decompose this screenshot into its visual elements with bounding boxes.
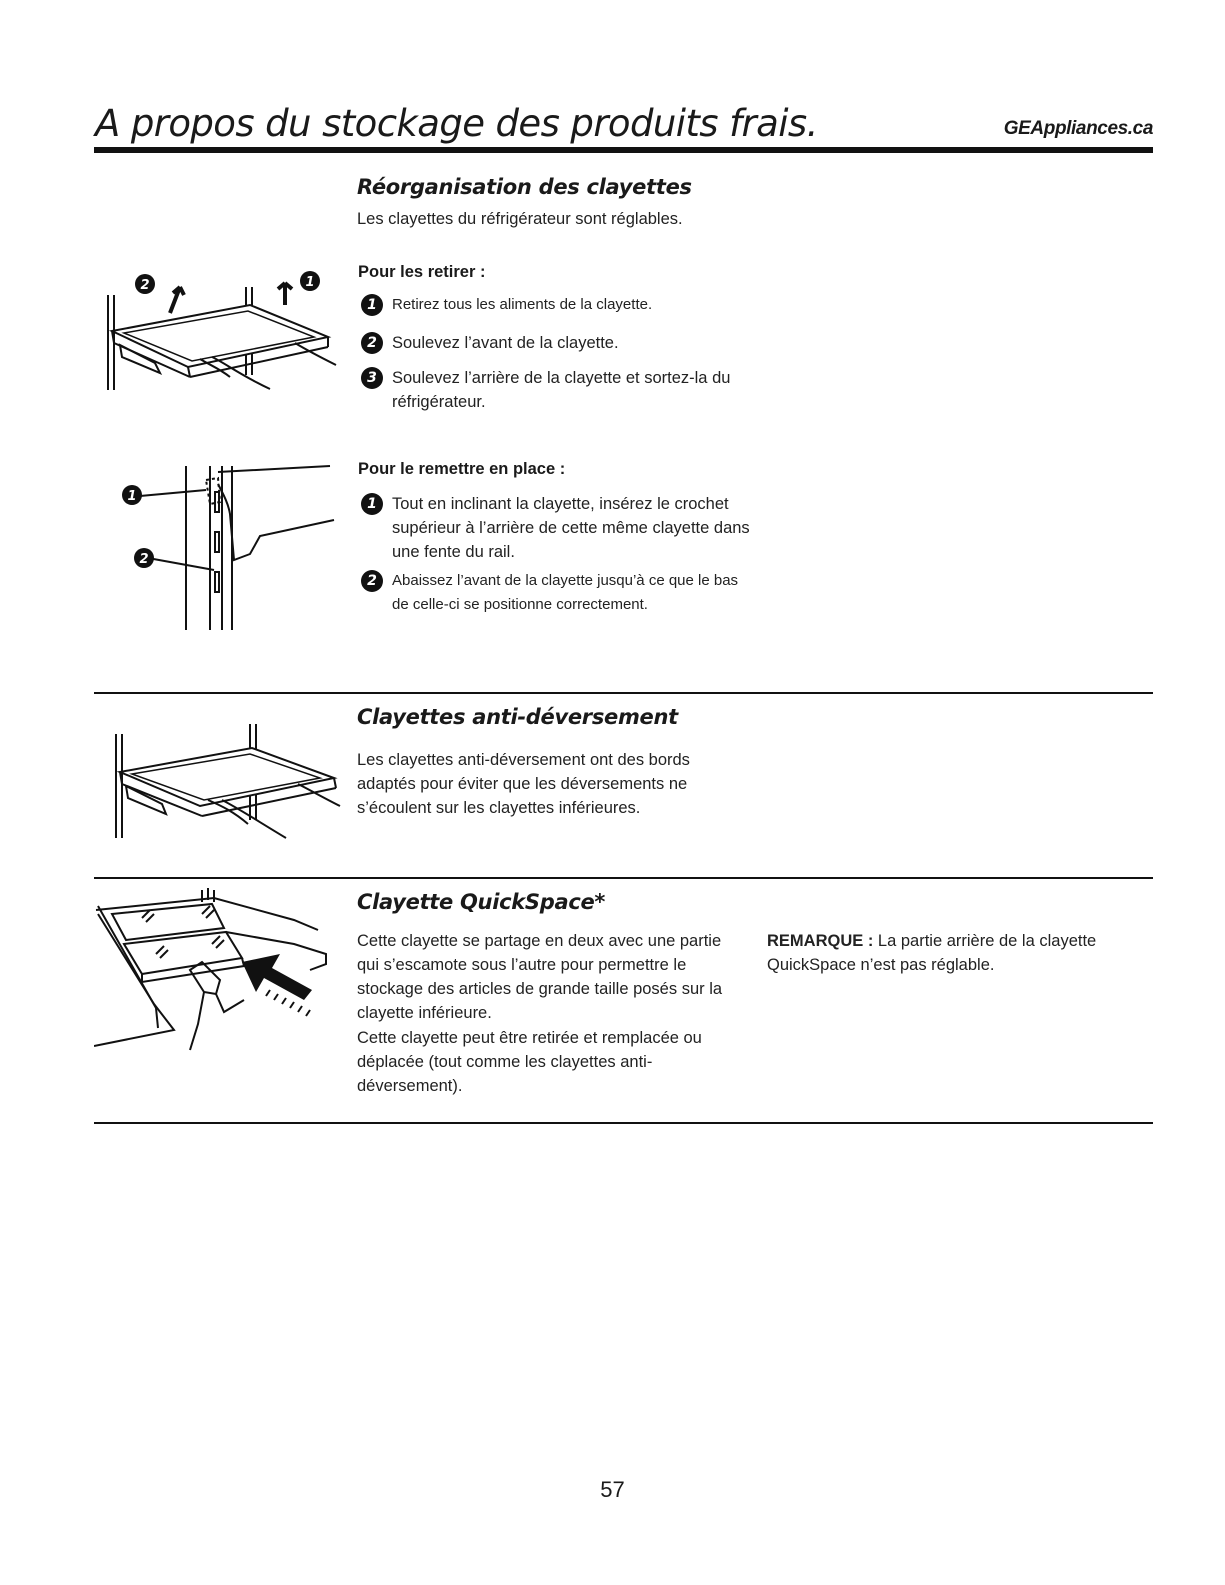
page-number: 57 [600,1477,625,1502]
header-rule [94,147,1153,153]
step-text: Soulevez l’arrière de la clayette et sortez-la du réfrigérateur. [392,369,731,411]
fig2-callout-2: 2 [139,552,149,567]
remove-step-2 [361,331,619,355]
remove-step-3 [361,366,741,414]
section-intro: Les clayettes du réfrigérateur sont réglables. [357,210,683,228]
note-label: REMARQUE : [767,932,874,950]
replace-title: Pour le remettre en place : [358,460,566,478]
section-heading-anti-deversement: Clayettes anti-déversement [357,705,678,729]
step-number-icon: 2 [361,570,383,592]
quickspace-shelf-illustration [94,884,340,1064]
site-url[interactable]: GEAppliances.ca [1003,118,1153,139]
step-number-icon: 3 [361,367,383,389]
step-text: Soulevez l’avant de la clayette. [392,334,619,352]
quickspace-para-2: Cette clayette peut être retirée et remplacée ou déplacée (tout comme les clayettes anti-déversement). [357,1029,702,1095]
page-title: A propos du stockage des produits frais. [95,102,818,145]
section-heading-reorganisation: Réorganisation des clayettes [357,175,692,199]
quickspace-para-1: Cette clayette se partage en deux avec une partie qui s’escamote sous l’autre pour permettre le stockage des articles de grande taille posés sur la clayette inférieure. [357,932,723,1022]
shelf-removal-illustration [100,265,340,395]
section-heading-quickspace: Clayette QuickSpace* [357,890,606,914]
replace-step-2 [361,569,751,617]
fig1-callout-2: 2 [140,278,150,293]
section-divider [94,1122,1153,1124]
step-number-icon: 2 [361,332,383,354]
shelf-hook-illustration [118,462,340,632]
step-number-icon: 1 [361,294,383,316]
section-divider [94,877,1153,879]
fig1-callout-1: 1 [305,275,315,290]
step-text: Abaissez l’avant de la clayette jusqu’à ce que le bas de celle-ci se positionne correctement. [392,572,739,613]
quickspace-note [767,929,1127,977]
spillproof-shelf-illustration [110,720,342,842]
replace-step-1 [361,492,751,564]
note-text: La partie arrière de la clayette QuickSpace n’est pas réglable. [767,932,1097,974]
remove-title: Pour les retirer : [358,263,486,281]
step-text: Tout en inclinant la clayette, insérez le crochet supérieur à l’arrière de cette même clayette dans une fente du rail. [392,495,750,561]
fig2-callout-1: 1 [127,489,137,504]
remove-step-1 [361,293,652,317]
step-text: Retirez tous les aliments de la clayette. [392,296,653,313]
step-number-icon: 1 [361,493,383,515]
section-divider [94,692,1153,694]
anti-deversement-text: Les clayettes anti-déversement ont des bords adaptés pour éviter que les déversements ne s’écoulent sur les clayettes inférieures. [357,751,690,817]
